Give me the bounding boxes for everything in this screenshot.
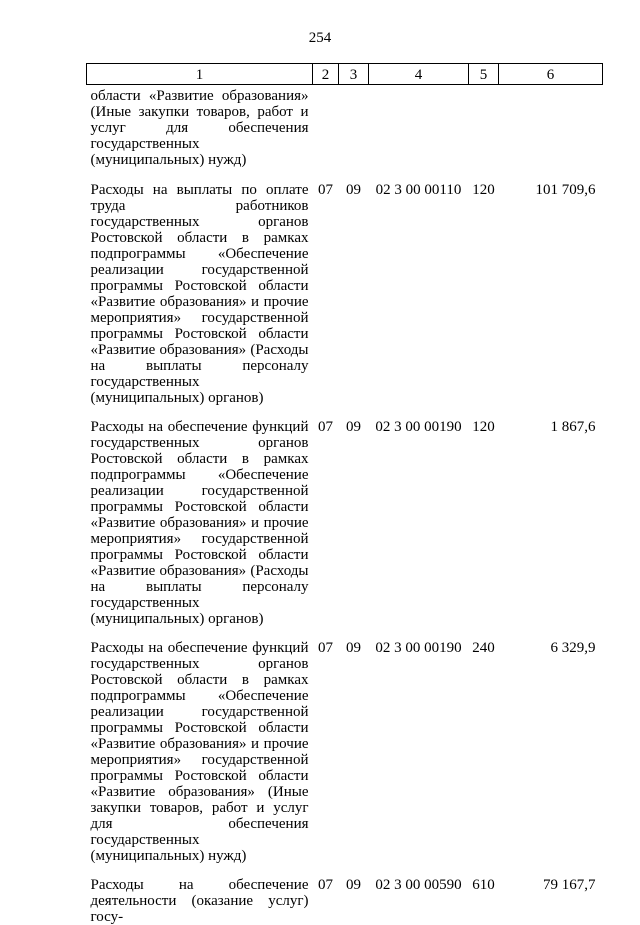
row-section: 07 xyxy=(318,877,333,893)
row-subsection: 09 xyxy=(346,877,361,893)
row-amount: 1 867,6 xyxy=(550,419,596,435)
table-row xyxy=(87,419,603,640)
row-amount: 6 329,9 xyxy=(550,640,596,656)
row-expense-type: 120 xyxy=(472,182,495,198)
table-row xyxy=(87,85,603,183)
page-number: 254 xyxy=(308,30,332,46)
table-row xyxy=(87,877,603,925)
column-header-target-article: 4 xyxy=(369,64,469,85)
row-section: 07 xyxy=(318,182,333,198)
row-expense-type: 240 xyxy=(472,640,495,656)
row-section: 07 xyxy=(318,419,333,435)
column-header-expense-type: 5 xyxy=(469,64,499,85)
row-section xyxy=(313,85,339,183)
row-name: области «Развитие образования» (Иные закупки товаров, работ и услуг для обеспечения государственных (муниципальных) нужд) xyxy=(90,88,309,168)
row-subsection: 09 xyxy=(346,640,361,656)
row-section: 07 xyxy=(318,640,333,656)
row-name: Расходы на обеспечение функций государственных органов Ростовской области в рамках подпрограммы «Обеспечение реализации государственной программы Ростовской области «Развитие образования» и прочие мероприятия» государственной программы Ростовской области «Развитие образования» (Иные закупки товаров, работ и услуг для обеспечения государственных (муниципальных) нужд) xyxy=(90,640,309,864)
table-row xyxy=(87,640,603,877)
row-name: Расходы на выплаты по оплате труда работников государственных органов Ростовской области в рамках подпрограммы «Обеспечение реализации государственной программы Ростовской области «Развитие образования» и прочие мероприятия» государственной программы Ростовской области «Развитие образования» (Расходы на выплаты персоналу государственных (муниципальных) органов) xyxy=(90,182,309,406)
table-header-row xyxy=(87,64,603,85)
row-subsection: 09 xyxy=(346,419,361,435)
row-target-article: 02 3 00 00190 xyxy=(375,419,462,435)
row-expense-type: 120 xyxy=(472,419,495,435)
row-amount: 79 167,7 xyxy=(543,877,596,893)
column-header-subsection: 3 xyxy=(339,64,369,85)
row-subsection xyxy=(339,85,369,183)
row-name: Расходы на обеспечение деятельности (оказание услуг) госу- xyxy=(90,877,309,925)
row-target-article: 02 3 00 00590 xyxy=(375,877,462,893)
row-amount xyxy=(499,85,603,183)
column-header-amount: 6 xyxy=(499,64,603,85)
row-target-article xyxy=(369,85,469,183)
column-header-section: 2 xyxy=(313,64,339,85)
row-name: Расходы на обеспечение функций государственных органов Ростовской области в рамках подпрограммы «Обеспечение реализации государственной программы Ростовской области «Развитие образования» и прочие мероприятия» государственной программы Ростовской области «Развитие образования» (Расходы на выплаты персоналу государственных (муниципальных) органов) xyxy=(90,419,309,627)
column-header-name: 1 xyxy=(87,64,313,85)
row-amount: 101 709,6 xyxy=(535,182,596,198)
budget-table xyxy=(86,63,603,925)
row-expense-type xyxy=(469,85,499,183)
row-expense-type: 610 xyxy=(472,877,495,893)
row-target-article: 02 3 00 00110 xyxy=(375,182,462,198)
row-target-article: 02 3 00 00190 xyxy=(375,640,462,656)
row-subsection: 09 xyxy=(346,182,361,198)
table-row xyxy=(87,182,603,419)
